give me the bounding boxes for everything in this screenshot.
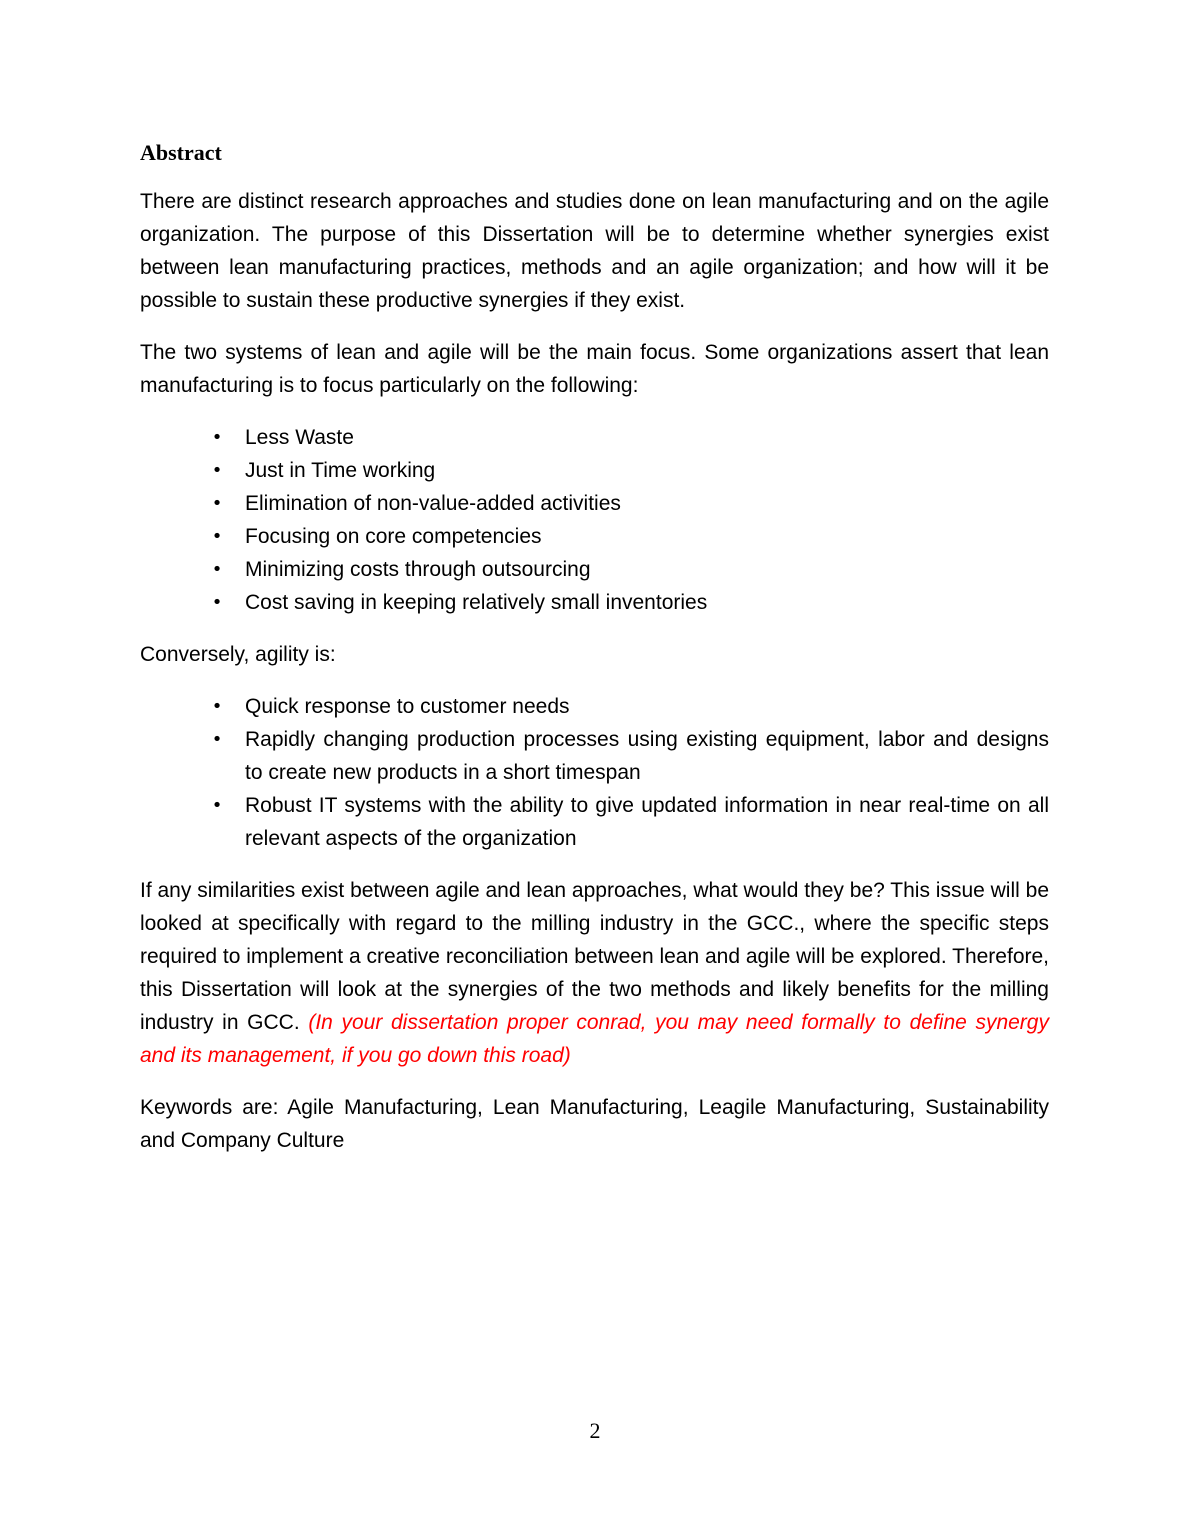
- bullet-icon: •: [211, 526, 223, 547]
- bullet-icon: •: [211, 696, 223, 717]
- list-item: [140, 553, 1049, 586]
- list-item-text: Cost saving in keeping relatively small inventories: [245, 591, 708, 614]
- bullet-icon: •: [211, 795, 223, 816]
- list-item: [140, 586, 1049, 619]
- list-item: [140, 723, 1049, 789]
- list-item: [140, 421, 1049, 454]
- bullet-icon: •: [211, 559, 223, 580]
- list-item-text: Less Waste: [245, 426, 354, 449]
- agile-list: [140, 690, 1049, 855]
- bullet-icon: •: [211, 729, 223, 750]
- similarities-text: If any similarities exist between agile and lean approaches, what would they be? This issue will be looked at specifically with regard to the milling industry in the GCC., where the specific steps required to implement a creative reconciliation between lean and agile will be explored. Therefore, this Dissertation will look at the synergies of the two methods and likely benefits for the milling industry in GCC.: [140, 879, 1049, 1034]
- document-body: [140, 138, 1049, 1176]
- list-item-text: Rapidly changing production processes using existing equipment, labor and designs to create new products in a short timespan: [245, 728, 1049, 784]
- list-item: [140, 690, 1049, 723]
- similarities-paragraph: [140, 874, 1049, 1072]
- keywords-paragraph: Keywords are: Agile Manufacturing, Lean Manufacturing, Leagile Manufacturing, Sustainability and Company Culture: [140, 1096, 1049, 1152]
- bullet-icon: •: [211, 460, 223, 481]
- page-number: 2: [589, 1418, 601, 1443]
- list-item: [140, 789, 1049, 855]
- list-item-text: Just in Time working: [245, 459, 436, 482]
- focus-paragraph: The two systems of lean and agile will be the main focus. Some organizations assert that lean manufacturing is to focus particularly on the following:: [140, 341, 1049, 397]
- abstract-heading: Abstract: [140, 140, 222, 165]
- agility-intro-paragraph: Conversely, agility is:: [140, 643, 336, 666]
- list-item: [140, 454, 1049, 487]
- list-item-text: Quick response to customer needs: [245, 695, 570, 718]
- list-item: [140, 487, 1049, 520]
- bullet-icon: •: [211, 592, 223, 613]
- reviewer-note: (In your dissertation proper conrad, you may need formally to define synergy and its management, if you go down this road): [140, 1011, 1049, 1067]
- list-item-text: Robust IT systems with the ability to give updated information in near real-time on all relevant aspects of the organization: [245, 794, 1049, 850]
- lean-list: [140, 421, 1049, 619]
- list-item-text: Focusing on core competencies: [245, 525, 542, 548]
- bullet-icon: •: [211, 427, 223, 448]
- bullet-icon: •: [211, 493, 223, 514]
- list-item-text: Elimination of non-value-added activities: [245, 492, 621, 515]
- list-item-text: Minimizing costs through outsourcing: [245, 558, 591, 581]
- list-item: [140, 520, 1049, 553]
- intro-paragraph: There are distinct research approaches and studies done on lean manufacturing and on the agile organization. The purpose of this Dissertation will be to determine whether synergies exist between lean manufacturing practices, methods and an agile organization; and how will it be possible to sustain these productive synergies if they exist.: [140, 190, 1049, 312]
